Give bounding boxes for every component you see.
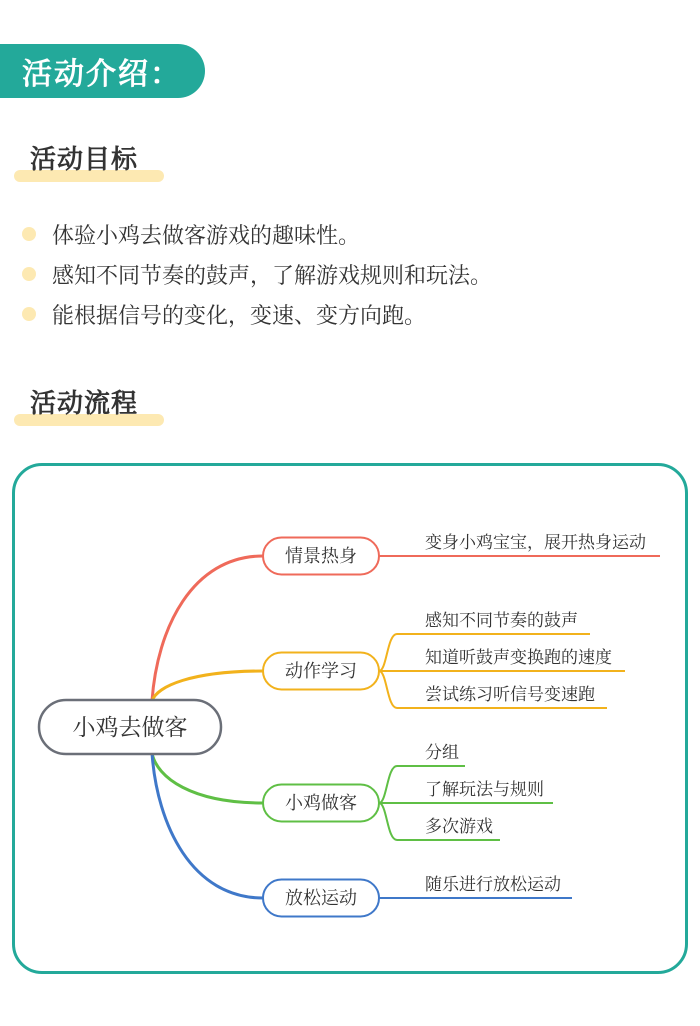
branch-connector	[152, 556, 263, 701]
branch-label: 放松运动	[285, 888, 357, 909]
branch-connector	[152, 671, 263, 701]
item-label: 变身小鸡宝宝，展开热身运动	[425, 533, 646, 553]
root-label: 小鸡去做客	[72, 715, 188, 741]
item-connector	[379, 671, 397, 708]
branch-label: 情景热身	[285, 546, 357, 567]
item-label: 感知不同节奏的鼓声	[425, 611, 578, 631]
flow-title-text: 活动流程	[30, 389, 139, 419]
branch-connector	[152, 753, 263, 803]
branch-label: 动作学习	[285, 661, 357, 682]
item-label: 随乐进行放松运动	[425, 875, 561, 895]
branch-label: 小鸡做客	[285, 793, 357, 814]
branch-connector	[152, 753, 263, 898]
item-connector	[379, 634, 397, 671]
item-label: 了解玩法与规则	[425, 780, 544, 800]
item-connector	[379, 766, 397, 803]
item-label: 分组	[425, 743, 459, 763]
item-label: 尝试练习听信号变速跑	[425, 685, 595, 705]
item-label: 知道听鼓声变换跑的速度	[425, 648, 612, 668]
item-label: 多次游戏	[425, 817, 493, 837]
item-connector	[379, 803, 397, 840]
list-item: 能根据信号的变化，变速、变方向跑。	[22, 294, 492, 334]
goals-title-text: 活动目标	[30, 145, 139, 175]
banner-title: 活动介绍：	[22, 57, 182, 92]
list-item: 感知不同节奏的鼓声，了解游戏规则和玩法。	[22, 254, 492, 294]
list-item: 体验小鸡去做客游戏的趣味性。	[22, 214, 492, 254]
